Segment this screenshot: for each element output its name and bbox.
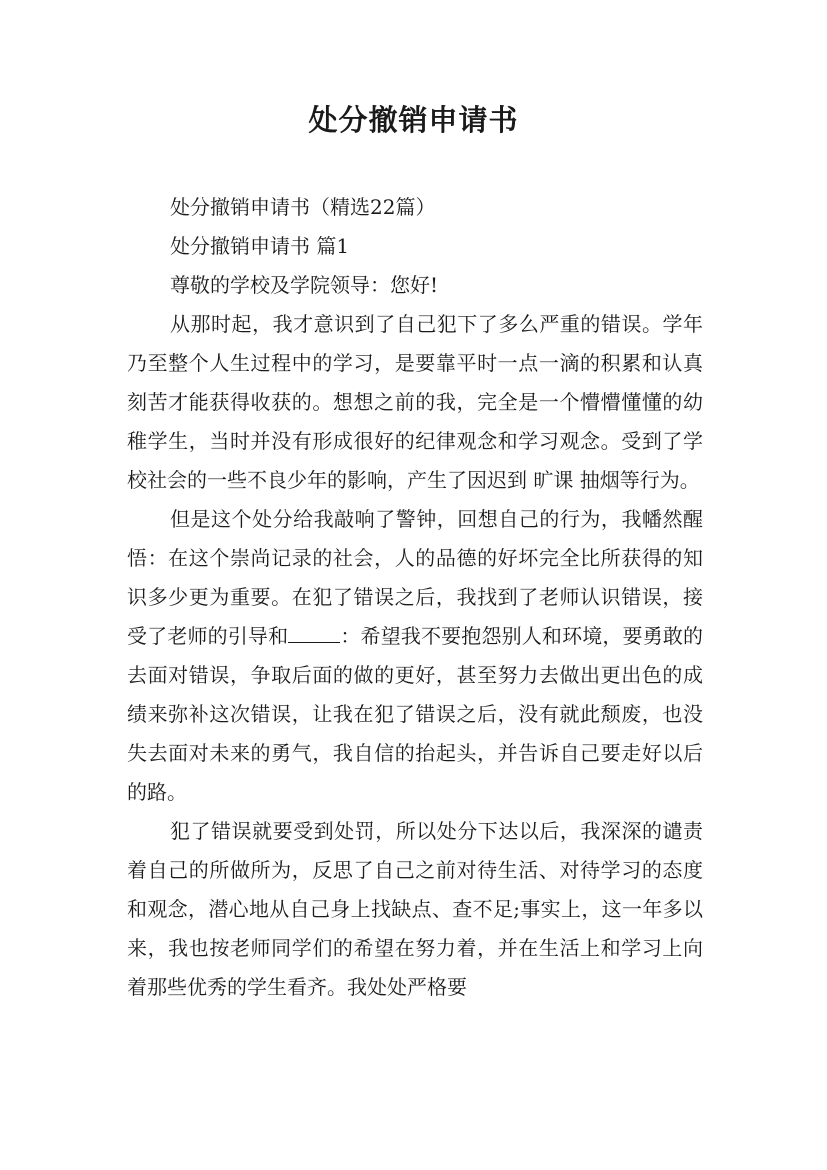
document-title: 处分撤销申请书 <box>308 103 519 137</box>
fill-in-blank <box>288 624 340 643</box>
subtitle-line: 处分撤销申请书（精选22篇） <box>170 195 436 219</box>
section-heading: 处分撤销申请书 篇1 <box>170 234 350 258</box>
document-body <box>127 188 703 1007</box>
paragraph-3: 犯了错误就要受到处罚，所以处分下达以后，我深深的谴责着自己的所做所为，反思了自己之前对待生活、对待学习的态度和观念，潜心地从自己身上找缺点、查不足;事实上，这一年多以来，我也按老师同学们的希望在努力着，并在生活上和学习上向着那些优秀的学生看齐。我处处严格要 <box>127 819 703 999</box>
paragraph-2-part-b: ：希望我不要抱怨别人和环境，要勇敢的去面对错误，争取后面的做的更好，甚至努力去做出更出色的成绩来弥补这次错误，让我在犯了错误之后，没有就此颓废，也没失去面对未来的勇气，我自信的抬起头，并告诉自己要走好以后的路。 <box>127 624 704 804</box>
paragraph-1: 从那时起，我才意识到了自己犯下了多么严重的错误。学年乃至整个人生过程中的学习，是要靠平时一点一滴的积累和认真刻苦才能获得收获的。想想之前的我，完全是一个懵懵懂懂的幼稚学生，当时并没有形成很好的纪律观念和学习观念。受到了学校社会的一些不良少年的影响，产生了因迟到 旷课 抽烟等行为。 <box>127 312 703 492</box>
salutation: 尊敬的学校及学院领导：您好! <box>170 273 439 297</box>
paragraph-2-part-a: 但是这个处分给我敲响了警钟，回想自己的行为，我幡然醒悟：在这个崇尚记录的社会，人的品德的好坏完全比所获得的知识多少更为重要。在犯了错误之后，我找到了老师认识错误，接受了老师的引导和 <box>127 507 703 648</box>
paragraph-2 <box>127 500 703 812</box>
